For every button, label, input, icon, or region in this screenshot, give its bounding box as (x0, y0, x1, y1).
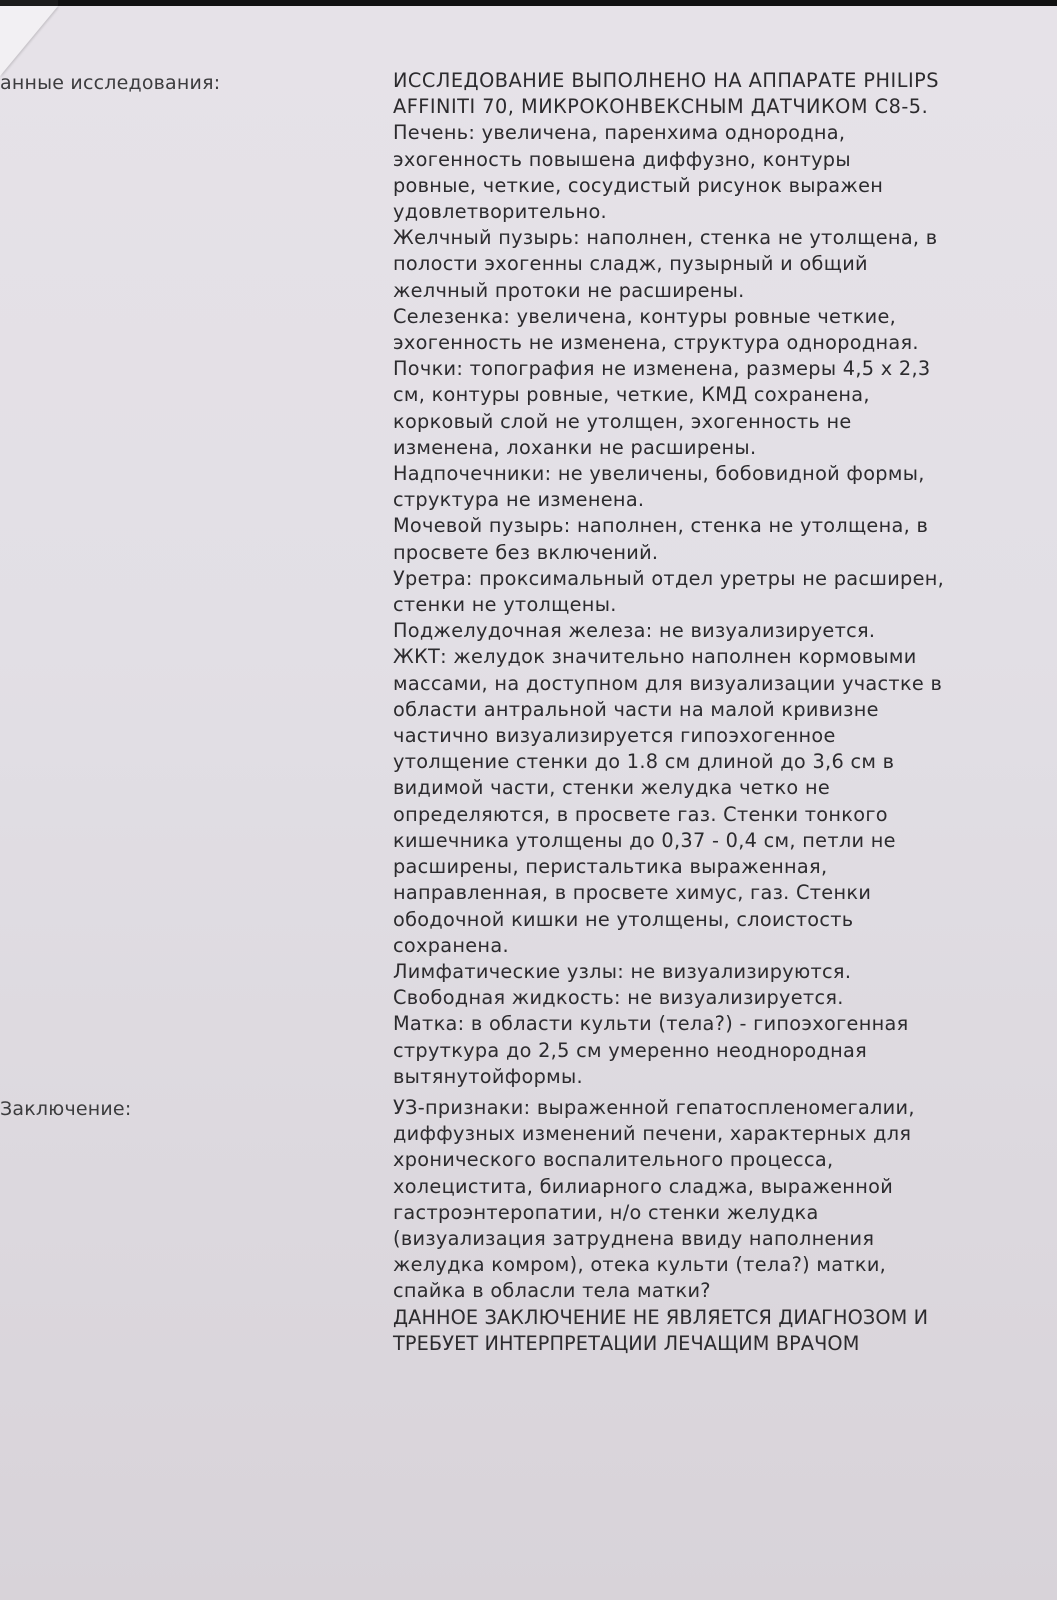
study-line: удовлетворительно. (393, 200, 607, 224)
study-line: желчный протоки не расширены. (393, 278, 745, 302)
study-line: кишечника утолщены до 0,37 - 0,4 см, петли не (393, 828, 896, 852)
study-line: направленная, в просвете химус, газ. Стенки (393, 881, 872, 905)
study-line: эхогенность повышена диффузно, контуры (393, 147, 851, 171)
conclusion-line: диффузных изменений печени, характерных для (393, 1122, 912, 1146)
conclusion-line: (визуализация затруднена ввиду наполнения (393, 1227, 875, 1251)
study-line: расширены, перистальтика выраженная, (393, 855, 828, 879)
conclusion-label: Заключение: (0, 1098, 132, 1120)
study-line: массами, на доступном для визуализации участке в (393, 671, 943, 695)
dark-background-edge (58, 0, 1057, 6)
study-line: Мочевой пузырь: наполнен, стенка не утолщена, в (393, 514, 929, 538)
study-line: Печень: увеличена, паренхима однородна, (393, 121, 846, 145)
disclaimer-text (393, 1305, 1033, 1357)
study-line: ИССЛЕДОВАНИЕ ВЫПОЛНЕНО НА АППАРАТЕ PHILIPS (393, 69, 940, 92)
conclusion-line: спайка в обласли тела матки? (393, 1279, 711, 1303)
conclusion-text (393, 1095, 1033, 1305)
study-line: струткура до 2,5 см умеренно неоднородная (393, 1038, 868, 1062)
study-line: см, контуры ровные, четкие, КМД сохранена, (393, 383, 870, 407)
study-line: Селезенка: увеличена, контуры ровные четкие, (393, 304, 897, 328)
study-line: ЖКТ: желудок значительно наполнен кормовыми (393, 645, 917, 669)
study-line: Поджелудочная железа: не визуализируется. (393, 619, 876, 643)
study-line: видимой части, стенки желудка четко не (393, 776, 831, 800)
study-line: Уретра: проксимальный отдел уретры не расширен, (393, 566, 945, 590)
study-line: сохранена. (393, 933, 509, 957)
study-line: Матка: в области культи (тела?) - гипоэхогенная (393, 1012, 909, 1036)
study-line: Лимфатические узлы: не визуализируются. (393, 959, 852, 983)
study-line: просвете без включений. (393, 540, 659, 564)
study-line: ободочной кишки не утолщены, слоистость (393, 907, 854, 931)
study-line: Надпочечники: не увеличены, бобовидной формы, (393, 462, 925, 486)
conclusion-line: гастроэнтеропатии, н/о стенки желудка (393, 1200, 819, 1224)
study-line: Желчный пузырь: наполнен, стенка не утолщена, в (393, 226, 938, 250)
study-line: утолщение стенки до 1.8 см длиной до 3,6 см в (393, 750, 895, 774)
document-page (0, 6, 1057, 1600)
conclusion-line: УЗ-признаки: выраженной гепатоспленомегалии, (393, 1096, 915, 1119)
study-line: частично визуализируется гипоэхогенное (393, 724, 836, 748)
conclusion-line: холецистита, билиарного сладжа, выраженной (393, 1174, 894, 1198)
conclusion-line: хронического воспалительного процесса, (393, 1148, 834, 1172)
folded-corner (0, 6, 58, 76)
conclusion-line: желудка комром), отека культи (тела?) матки, (393, 1253, 887, 1277)
study-line: стенки не утолщены. (393, 593, 617, 617)
study-data-label: анные исследования: (0, 72, 221, 94)
study-line: вытянутойформы. (393, 1064, 583, 1088)
study-line: Свободная жидкость: не визуализируется. (393, 986, 844, 1010)
study-line: определяются, в просвете газ. Стенки тонкого (393, 802, 888, 826)
study-line: корковый слой не утолщен, эхогенность не (393, 409, 852, 433)
study-line: ровные, четкие, сосудистый рисунок выражен (393, 173, 884, 197)
conclusion-section (393, 1095, 1033, 1357)
study-line: Почки: топография не изменена, размеры 4,5 x 2,3 (393, 357, 931, 381)
study-line: полости эхогенны сладж, пузырный и общий (393, 252, 868, 276)
study-line: структура не изменена. (393, 488, 645, 512)
disclaimer-line: ДАННОЕ ЗАКЛЮЧЕНИЕ НЕ ЯВЛЯЕТСЯ ДИАГНОЗОМ И (393, 1305, 929, 1329)
study-line: AFFINITI 70, МИКРОКОНВЕКСНЫМ ДАТЧИКОМ C8-5. (393, 95, 929, 119)
study-line: области антральной части на малой кривизне (393, 697, 879, 721)
disclaimer-line: ТРЕБУЕТ ИНТЕРПРЕТАЦИИ ЛЕЧАЩИМ ВРАЧОМ (393, 1331, 860, 1355)
study-line: изменена, лоханки не расширены. (393, 435, 757, 459)
study-line: эхогенность не изменена, структура однородная. (393, 331, 919, 355)
study-findings-text (393, 68, 1033, 1090)
